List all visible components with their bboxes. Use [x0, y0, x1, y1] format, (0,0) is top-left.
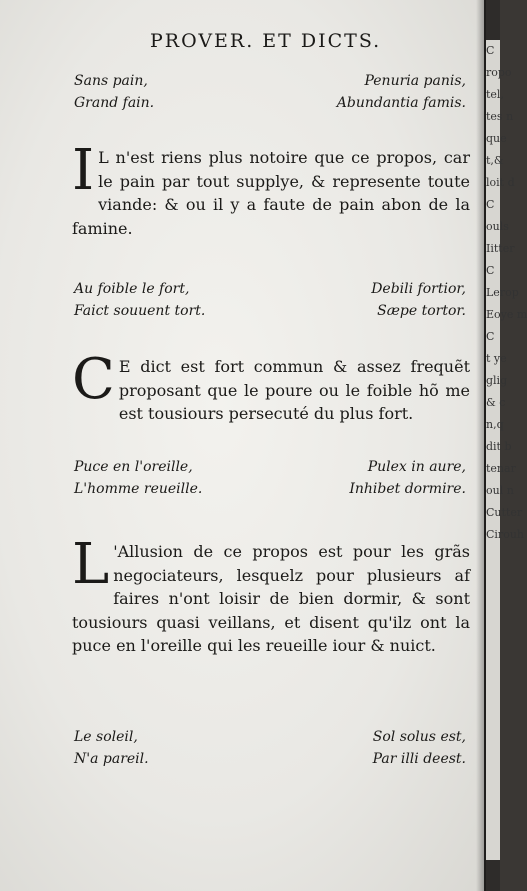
fragment: Cirouh [486, 528, 524, 541]
proverb-line [74, 92, 466, 114]
proverb-pair-2 [74, 278, 466, 322]
proverb-line [74, 300, 466, 322]
commentary-text: E dict est fort commun & assez frequẽt proposant que le poure ou le foible hõ me est tousiours persecuté du plus fort. [118, 357, 470, 423]
fragment: t ye [486, 352, 507, 365]
fragment: & c [486, 396, 506, 409]
commentary-paragraph-1 [72, 138, 470, 240]
fragment: t,& [486, 154, 504, 167]
latin-line: Debili fortior, [371, 281, 466, 297]
fragment: C [486, 264, 495, 277]
proverb-line [74, 70, 466, 92]
latin-line: Pulex in aure, [367, 459, 466, 475]
french-line: Grand fain. [74, 95, 155, 111]
fragment: C [486, 330, 495, 343]
fragment: Eoye m [486, 308, 527, 321]
proverb-line [74, 456, 466, 478]
fragment: glig [486, 374, 508, 387]
fragment: que [486, 132, 507, 145]
proverb-line [74, 748, 466, 770]
proverb-pair-1 [74, 70, 466, 114]
commentary-paragraph-3 [72, 532, 470, 658]
fragment: ropo [486, 66, 512, 79]
latin-line: Abundantia famis. [336, 95, 466, 111]
page-gutter-shadow [476, 0, 486, 891]
latin-line: Par illi deest. [372, 751, 466, 767]
french-line: N'a pareil. [74, 751, 149, 767]
proverb-line [74, 278, 466, 300]
latin-line: Sæpe tortor. [377, 303, 466, 319]
fragment: tenar [486, 462, 516, 475]
fragment: n,q [486, 418, 504, 431]
fragment: C [486, 44, 495, 57]
proverb-line [74, 726, 466, 748]
fragment: loit d [486, 176, 515, 189]
french-line: Le soleil, [74, 729, 138, 745]
proverb-pair-3 [74, 456, 466, 500]
fragment: Iitter [486, 242, 515, 255]
french-line: L'homme reueille. [74, 481, 203, 497]
latin-line: Inhibet dormire. [349, 481, 466, 497]
fragment: tel, [486, 88, 504, 101]
proverb-line [74, 478, 466, 500]
latin-line: Sol solus est, [372, 729, 466, 745]
running-header: PROVER. ET DICTS. [150, 30, 382, 52]
commentary-paragraph-2 [72, 347, 470, 426]
drop-cap: C [72, 347, 115, 412]
fragment: ouls [486, 220, 509, 233]
fragment: oul n [486, 484, 514, 497]
fragment: C [486, 198, 495, 211]
french-line: Sans pain, [74, 73, 148, 89]
adjacent-page-edge [486, 40, 527, 860]
fragment: dit b [486, 440, 512, 453]
french-line: Au foible le fort, [74, 281, 190, 297]
drop-cap: I [72, 138, 95, 203]
commentary-text: 'Allusion de ce propos est pour les grãs negociateurs, lesquelz pour plusieurs af faires n'ont loisir de bien dormir, & sont tousiours quasi veillans, et disent qu'ilz ont la puce en l'oreille qui les reueille iour & nuict. [72, 542, 470, 655]
fragment: Lerop [486, 286, 519, 299]
french-line: Puce en l'oreille, [74, 459, 193, 475]
commentary-text: L n'est riens plus notoire que ce propos, car le pain par tout supplye, & represente toute viande: & ou il y a faute de pain abon de la famine. [72, 148, 470, 238]
french-line: Faict souuent tort. [74, 303, 206, 319]
proverb-pair-4 [74, 726, 466, 770]
drop-cap: L [72, 532, 110, 597]
fragment: Cutter [486, 506, 523, 519]
fragment: tes n [486, 110, 514, 123]
latin-line: Penuria panis, [364, 73, 466, 89]
